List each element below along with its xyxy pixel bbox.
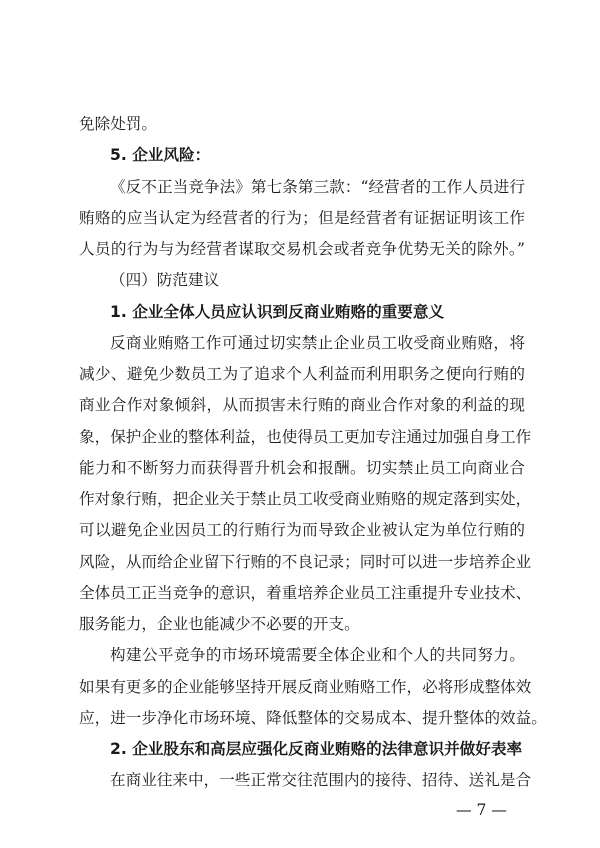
- section-heading: 2. 企业股东和高层应强化反商业贿赂的法律意识并做好表率: [110, 740, 523, 758]
- paragraph-line: 商业合作对象倾斜，从而损害未行贿的商业合作对象的利益的现: [79, 396, 525, 414]
- paragraph-line: 全体员工正当竞争的意识，着重培养企业员工注重提升专业技术、: [79, 584, 532, 602]
- paragraph-line: 贿赂的应当认定为经营者的行为；但是经营者有证据证明该工作: [79, 209, 525, 227]
- section-heading: 5. 企业风险：: [110, 146, 211, 164]
- paragraph-line: 风险，从而给企业留下行贿的不良记录；同时可以进一步培养企业: [79, 553, 532, 571]
- paragraph-line: 反商业贿赂工作可通过切实禁止企业员工收受商业贿赂，将: [110, 334, 525, 352]
- paragraph-line: 作对象行贿，把企业关于禁止员工收受商业贿赂的规定落到实处，: [79, 490, 532, 508]
- paragraph-line: 在商业往来中，一些正常交往范围内的接待、招待、送礼是合: [110, 771, 532, 789]
- paragraph-line: 象，保护企业的整体利益，也使得员工更加专注通过加强自身工作: [79, 428, 532, 446]
- paragraph-line: 如果有更多的企业能够坚持开展反商业贿赂工作，必将形成整体效: [79, 678, 532, 696]
- paragraph-line: 服务能力，企业也能减少不必要的开支。: [79, 615, 360, 633]
- paragraph-line: 应，进一步净化市场环境、降低整体的交易成本、提升整体的效益。: [79, 709, 547, 727]
- paragraph-line: 免除处罚。: [79, 115, 157, 133]
- paragraph-line: 人员的行为与为经营者谋取交易机会或者竞争优势无关的除外。”: [79, 240, 525, 258]
- page-number: — 7 —: [456, 801, 508, 819]
- paragraph-line: 可以避免企业因员工的行贿行为而导致企业被认定为单位行贿的: [79, 521, 525, 539]
- paragraph-line: 《反不正当竞争法》第七条第三款：“经营者的工作人员进行: [110, 178, 525, 196]
- paragraph-line: 减少、避免少数员工为了追求个人利益而利用职务之便向行贿的: [79, 365, 525, 383]
- paragraph-line: 能力和不断努力而获得晋升机会和报酬。切实禁止员工向商业合: [79, 459, 525, 477]
- paragraph-line: 构建公平竞争的市场环境需要全体企业和个人的共同努力。: [110, 646, 525, 664]
- subsection-heading: （四）防范建议: [110, 271, 220, 289]
- section-heading: 1. 企业全体人员应认识到反商业贿赂的重要意义: [110, 303, 445, 321]
